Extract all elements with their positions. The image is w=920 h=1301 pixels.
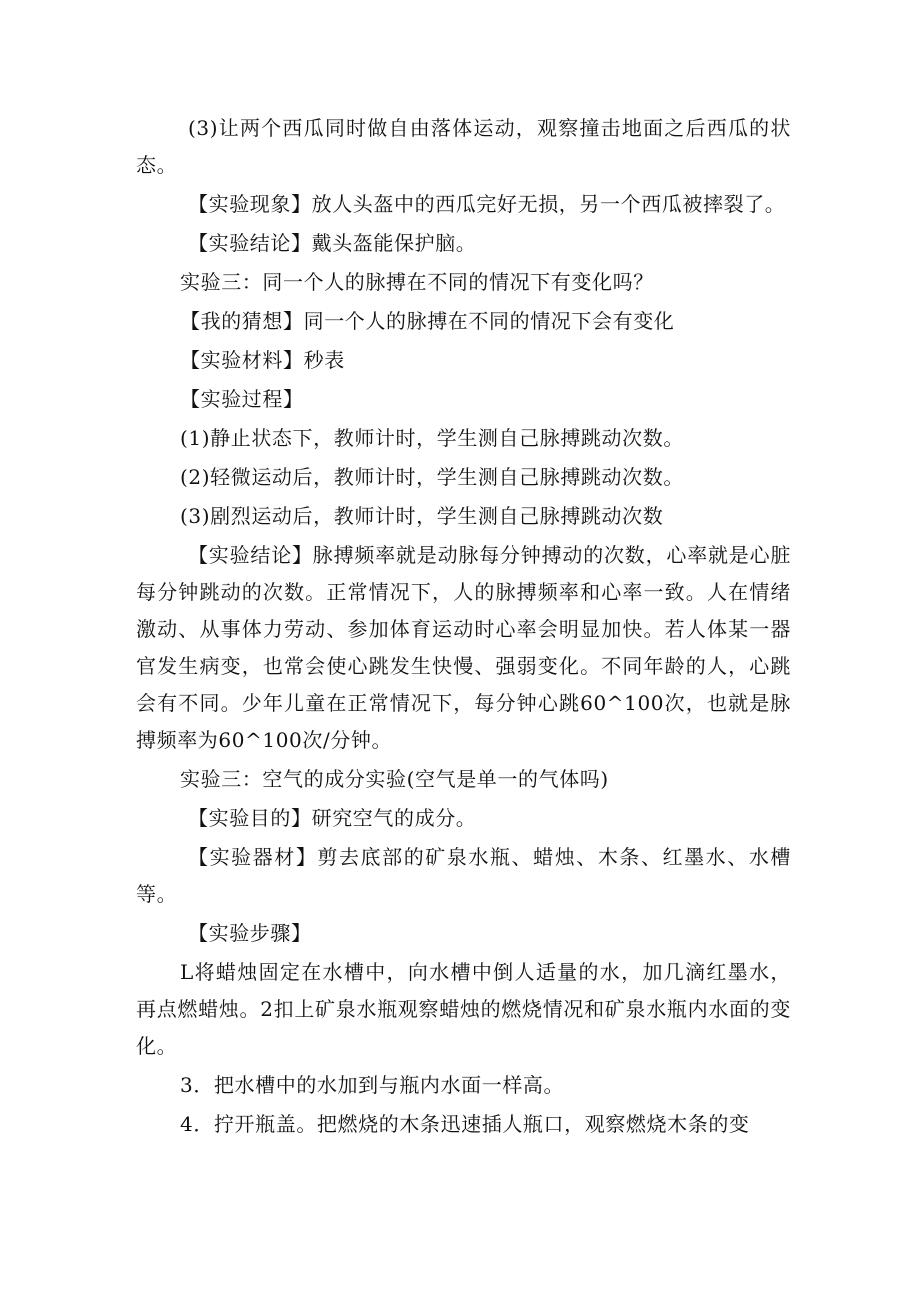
paragraph-experiment-equipment: 【实验器材】剪去底部的矿泉水瓶、蜡烛、木条、红墨水、水槽等。 (136, 845, 791, 906)
paragraph-process-step-1: (1)静止状态下，教师计时，学生测自己脉搏跳动次数。 (180, 426, 684, 450)
paragraph-process-step-2: (2)轻微运动后，教师计时，学生测自己脉搏跳动次数。 (180, 465, 684, 489)
paragraph-experiment-three-air-title: 实验三：空气的成分实验(空气是单一的气体吗) (180, 767, 609, 791)
paragraph-experiment-purpose: 【实验目的】研究空气的成分。 (188, 806, 477, 830)
paragraph-my-hypothesis: 【我的猜想】同一个人的脉搏在不同的情况下会有变化 (180, 309, 675, 333)
paragraph-process-step-3: (3)剧烈运动后，教师计时，学生测自己脉搏跳动次数 (180, 504, 664, 528)
paragraph-step-3-water: 3．把水槽中的水加到与瓶内水面一样高。 (180, 1073, 565, 1097)
paragraph-pulse-conclusion: 【实验结论】脉搏频率就是动脉每分钟搏动的次数，心率就是心脏每分钟跳动的次数。正常情况下，人的脉搏频率和心率一致。人在情绪激动、从事体力劳动、参加体育运动时心率会明显加快。若人体某一器官发生病变，也常会使心跳发生快慢、强弱变化。不同年龄的人，心跳会有不同。少年儿童在正常情况下，每分钟心跳60^100次，也就是脉搏频率为60^100次/分钟。 (136, 543, 791, 752)
paragraph-experiment-phenomenon: 【实验现象】放人头盔中的西瓜完好无损，另一个西瓜被摔裂了。 (188, 192, 786, 216)
paragraph-step-4-cap: 4．拧开瓶盖。把燃烧的木条迅速插人瓶口，观察燃烧木条的变 (180, 1112, 750, 1136)
paragraph-steps-1-2: L将蜡烛固定在水槽中，向水槽中倒人适量的水，加几滴红墨水，再点燃蜡烛。2扣上矿泉水瓶观察蜡烛的燃烧情况和矿泉水瓶内水面的变化。 (136, 960, 791, 1058)
paragraph-experiment-three-pulse-title: 实验三：同一个人的脉搏在不同的情况下有变化吗？ (180, 270, 654, 294)
paragraph-experiment-materials: 【实验材料】秒表 (180, 348, 345, 372)
paragraph-step-3-watermelon: (3)让两个西瓜同时做自由落体运动，观察撞击地面之后西瓜的状态。 (136, 116, 791, 177)
document-body (136, 110, 791, 1143)
paragraph-experiment-conclusion-helmet: 【实验结论】戴头盔能保护脑。 (188, 231, 477, 255)
paragraph-experiment-process-heading: 【实验过程】 (180, 387, 304, 411)
paragraph-experiment-steps-heading: 【实验步骤】 (188, 921, 312, 945)
